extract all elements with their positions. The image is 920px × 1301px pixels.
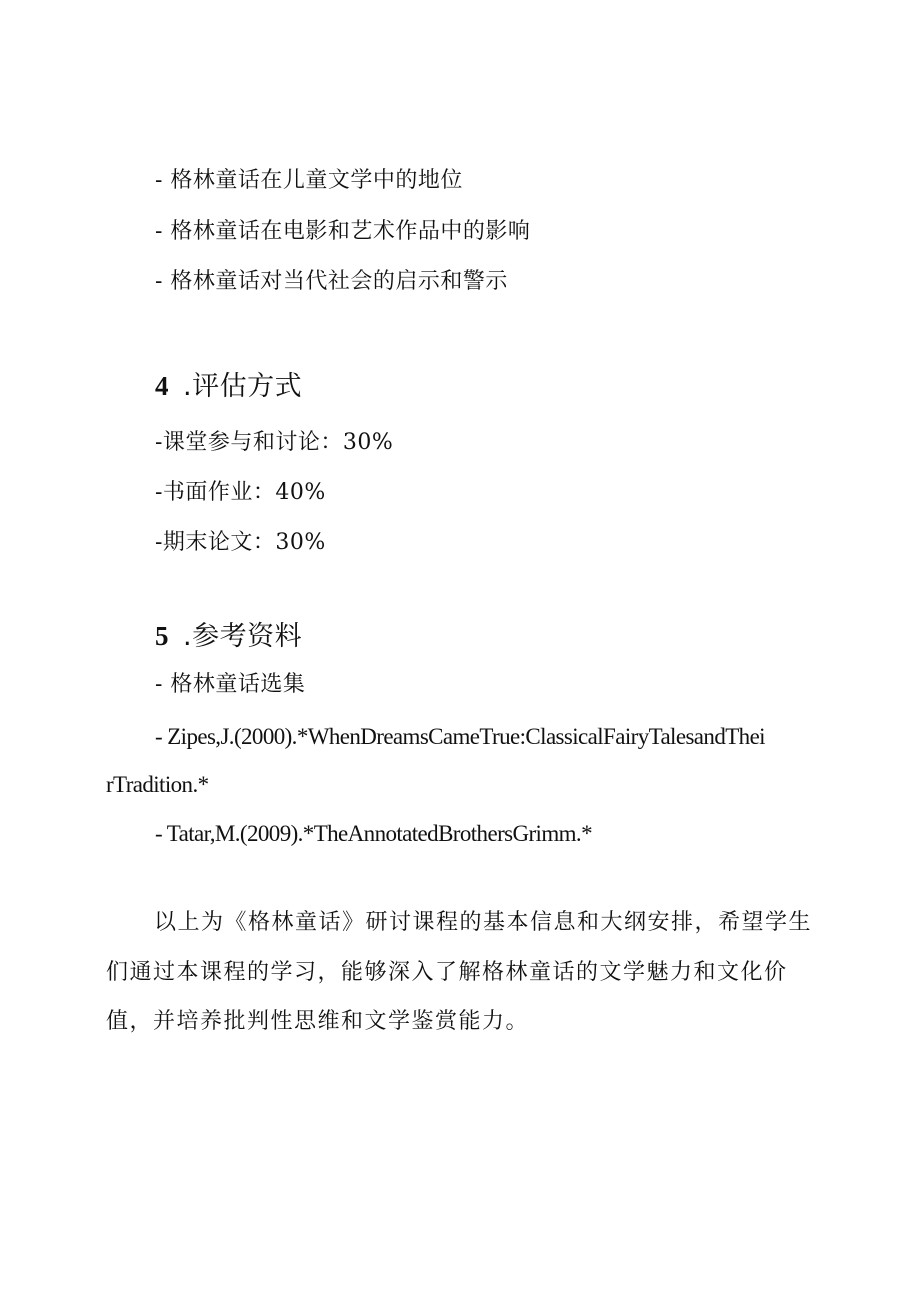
topic-item: - 格林童话对当代社会的启示和警示 xyxy=(155,269,508,294)
section-heading-assessment xyxy=(155,369,302,404)
assessment-item: -期末论文：30% xyxy=(155,530,326,555)
reference-item: - Tatar,M.(2009).*TheAnnotatedBrothersGrimm.* xyxy=(155,821,592,846)
topic-item: - 格林童话在电影和艺术作品中的影响 xyxy=(155,219,531,244)
assessment-item: -课堂参与和讨论：30% xyxy=(155,430,394,455)
conclusion-line: 们通过本课程的学习，能够深入了解格林童话的文学魅力和文化价 xyxy=(106,960,788,985)
section-title: .参考资料 xyxy=(183,621,303,652)
section-heading-references xyxy=(155,619,302,654)
section-title: .评估方式 xyxy=(183,371,303,402)
conclusion-line: 以上为《格林童话》研讨课程的基本信息和大纲安排，希望学生 xyxy=(154,910,813,935)
conclusion-line: 值，并培养批判性思维和文学鉴赏能力。 xyxy=(106,1009,530,1034)
reference-item: - 格林童话选集 xyxy=(155,672,306,697)
reference-item-continued: rTradition.* xyxy=(106,772,209,797)
topic-item: - 格林童话在儿童文学中的地位 xyxy=(155,168,463,193)
section-number: 4 xyxy=(155,371,169,401)
section-number: 5 xyxy=(155,621,169,651)
reference-item: - Zipes,J.(2000).*WhenDreamsCameTrue:ClassicalFairyTalesandThei xyxy=(155,724,765,749)
assessment-item: -书面作业：40% xyxy=(155,480,326,505)
